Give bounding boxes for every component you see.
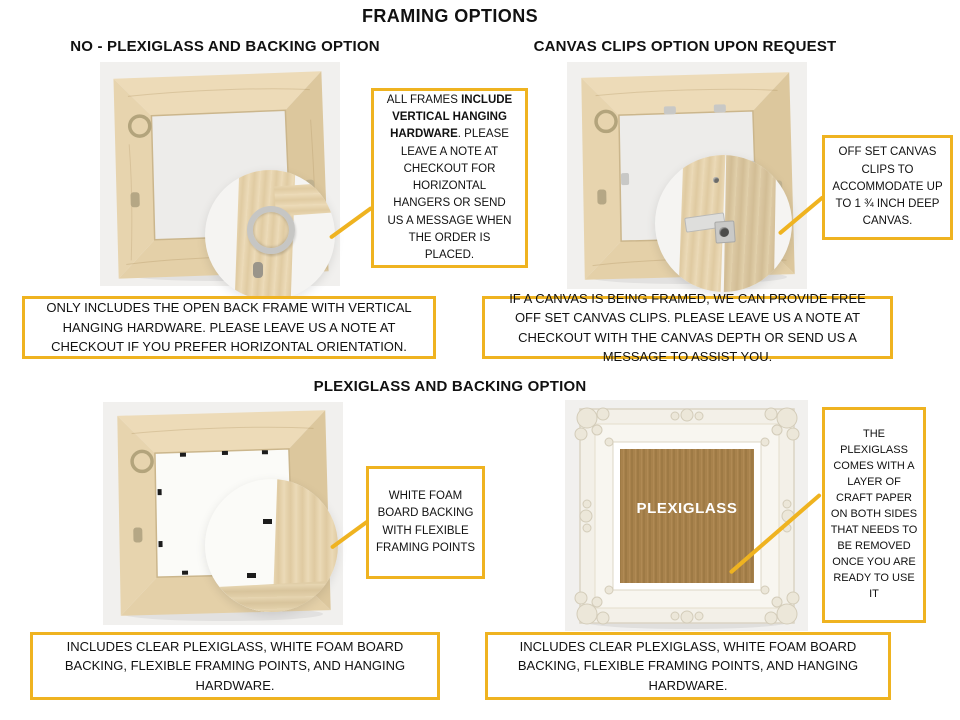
photo-ornate-frame xyxy=(565,400,808,631)
screw-icon xyxy=(713,177,719,183)
info-text: ONLY INCLUDES THE OPEN BACK FRAME WITH VERTICAL HANGING HARDWARE. PLEASE LEAVE US A NOTE AT CHECKOUT IF YOU PREFER HORIZONTAL ORIENTATION. xyxy=(46,300,412,355)
plexiglass-label: PLEXIGLASS xyxy=(636,500,738,517)
callout-text: . PLEASE LEAVE A NOTE AT CHECKOUT FOR HORIZONTAL HANGERS OR SEND US A MESSAGE WHEN THE ORDER IS PLACED. xyxy=(387,128,512,261)
framing-point-icon xyxy=(263,519,272,524)
framing-points-zoom-inset xyxy=(205,479,338,612)
heading-canvas-clips: CANVAS CLIPS OPTION UPON REQUEST xyxy=(533,38,837,55)
framing-point-icon xyxy=(247,573,256,578)
callout-craft-paper xyxy=(822,407,926,623)
callout-foam-board xyxy=(366,466,485,579)
canvas-clip-icon xyxy=(714,104,726,112)
heading-plexiglass-backing: PLEXIGLASS AND BACKING OPTION xyxy=(313,378,587,395)
screw-icon xyxy=(719,227,729,237)
info-plexiglass-right xyxy=(485,632,891,700)
info-canvas-clips xyxy=(482,290,893,364)
callout-text-bold: INCLUDE VERTICAL HANGING HARDWARE xyxy=(390,93,513,141)
heading-no-plexiglass: NO - PLEXIGLASS AND BACKING OPTION xyxy=(70,38,380,55)
keyhole-hanger-icon xyxy=(130,192,139,207)
callout-text: ALL FRAMES xyxy=(386,93,462,106)
info-text: IF A CANVAS IS BEING FRAMED, WE CAN PROVIDE FREE OFF SET CANVAS CLIPS. PLEASE LEAVE US A NOTE AT CHECKOUT WITH THE CANVAS DEPTH OR SEND US A MESSAGE TO ASSIST YOU. xyxy=(509,290,866,364)
canvas-clip-zoom-inset xyxy=(655,155,792,292)
info-text: INCLUDES CLEAR PLEXIGLASS, WHITE FOAM BOARD BACKING, FLEXIBLE FRAMING POINTS, AND HANGING HARDWARE. xyxy=(517,638,859,693)
info-text: INCLUDES CLEAR PLEXIGLASS, WHITE FOAM BOARD BACKING, FLEXIBLE FRAMING POINTS, AND HANGING HARDWARE. xyxy=(64,638,406,693)
page-title: FRAMING OPTIONS xyxy=(362,6,538,26)
info-open-back xyxy=(22,296,436,359)
canvas-clip-icon xyxy=(621,173,629,185)
callout-text: THE PLEXIGLASS COMES WITH A LAYER OF CRAFT PAPER ON BOTH SIDES THAT NEEDS TO BE REMOVED ONCE YOU ARE READY TO USE IT xyxy=(830,428,918,600)
hanging-hardware-zoom-inset xyxy=(205,170,335,300)
keyhole-hanger-icon xyxy=(253,262,263,278)
callout-text: OFF SET CANVAS CLIPS TO ACCOMMODATE UP TO 1 ¾ INCH DEEP CANVAS. xyxy=(832,146,943,228)
d-ring-icon xyxy=(247,206,295,254)
canvas-clip-icon xyxy=(664,106,676,114)
callout-canvas-clips xyxy=(822,135,953,240)
callout-hanging-hardware xyxy=(371,88,528,268)
callout-text: WHITE FOAM BOARD BACKING WITH FLEXIBLE FRAMING POINTS xyxy=(375,490,476,554)
info-plexiglass-left xyxy=(30,632,440,700)
